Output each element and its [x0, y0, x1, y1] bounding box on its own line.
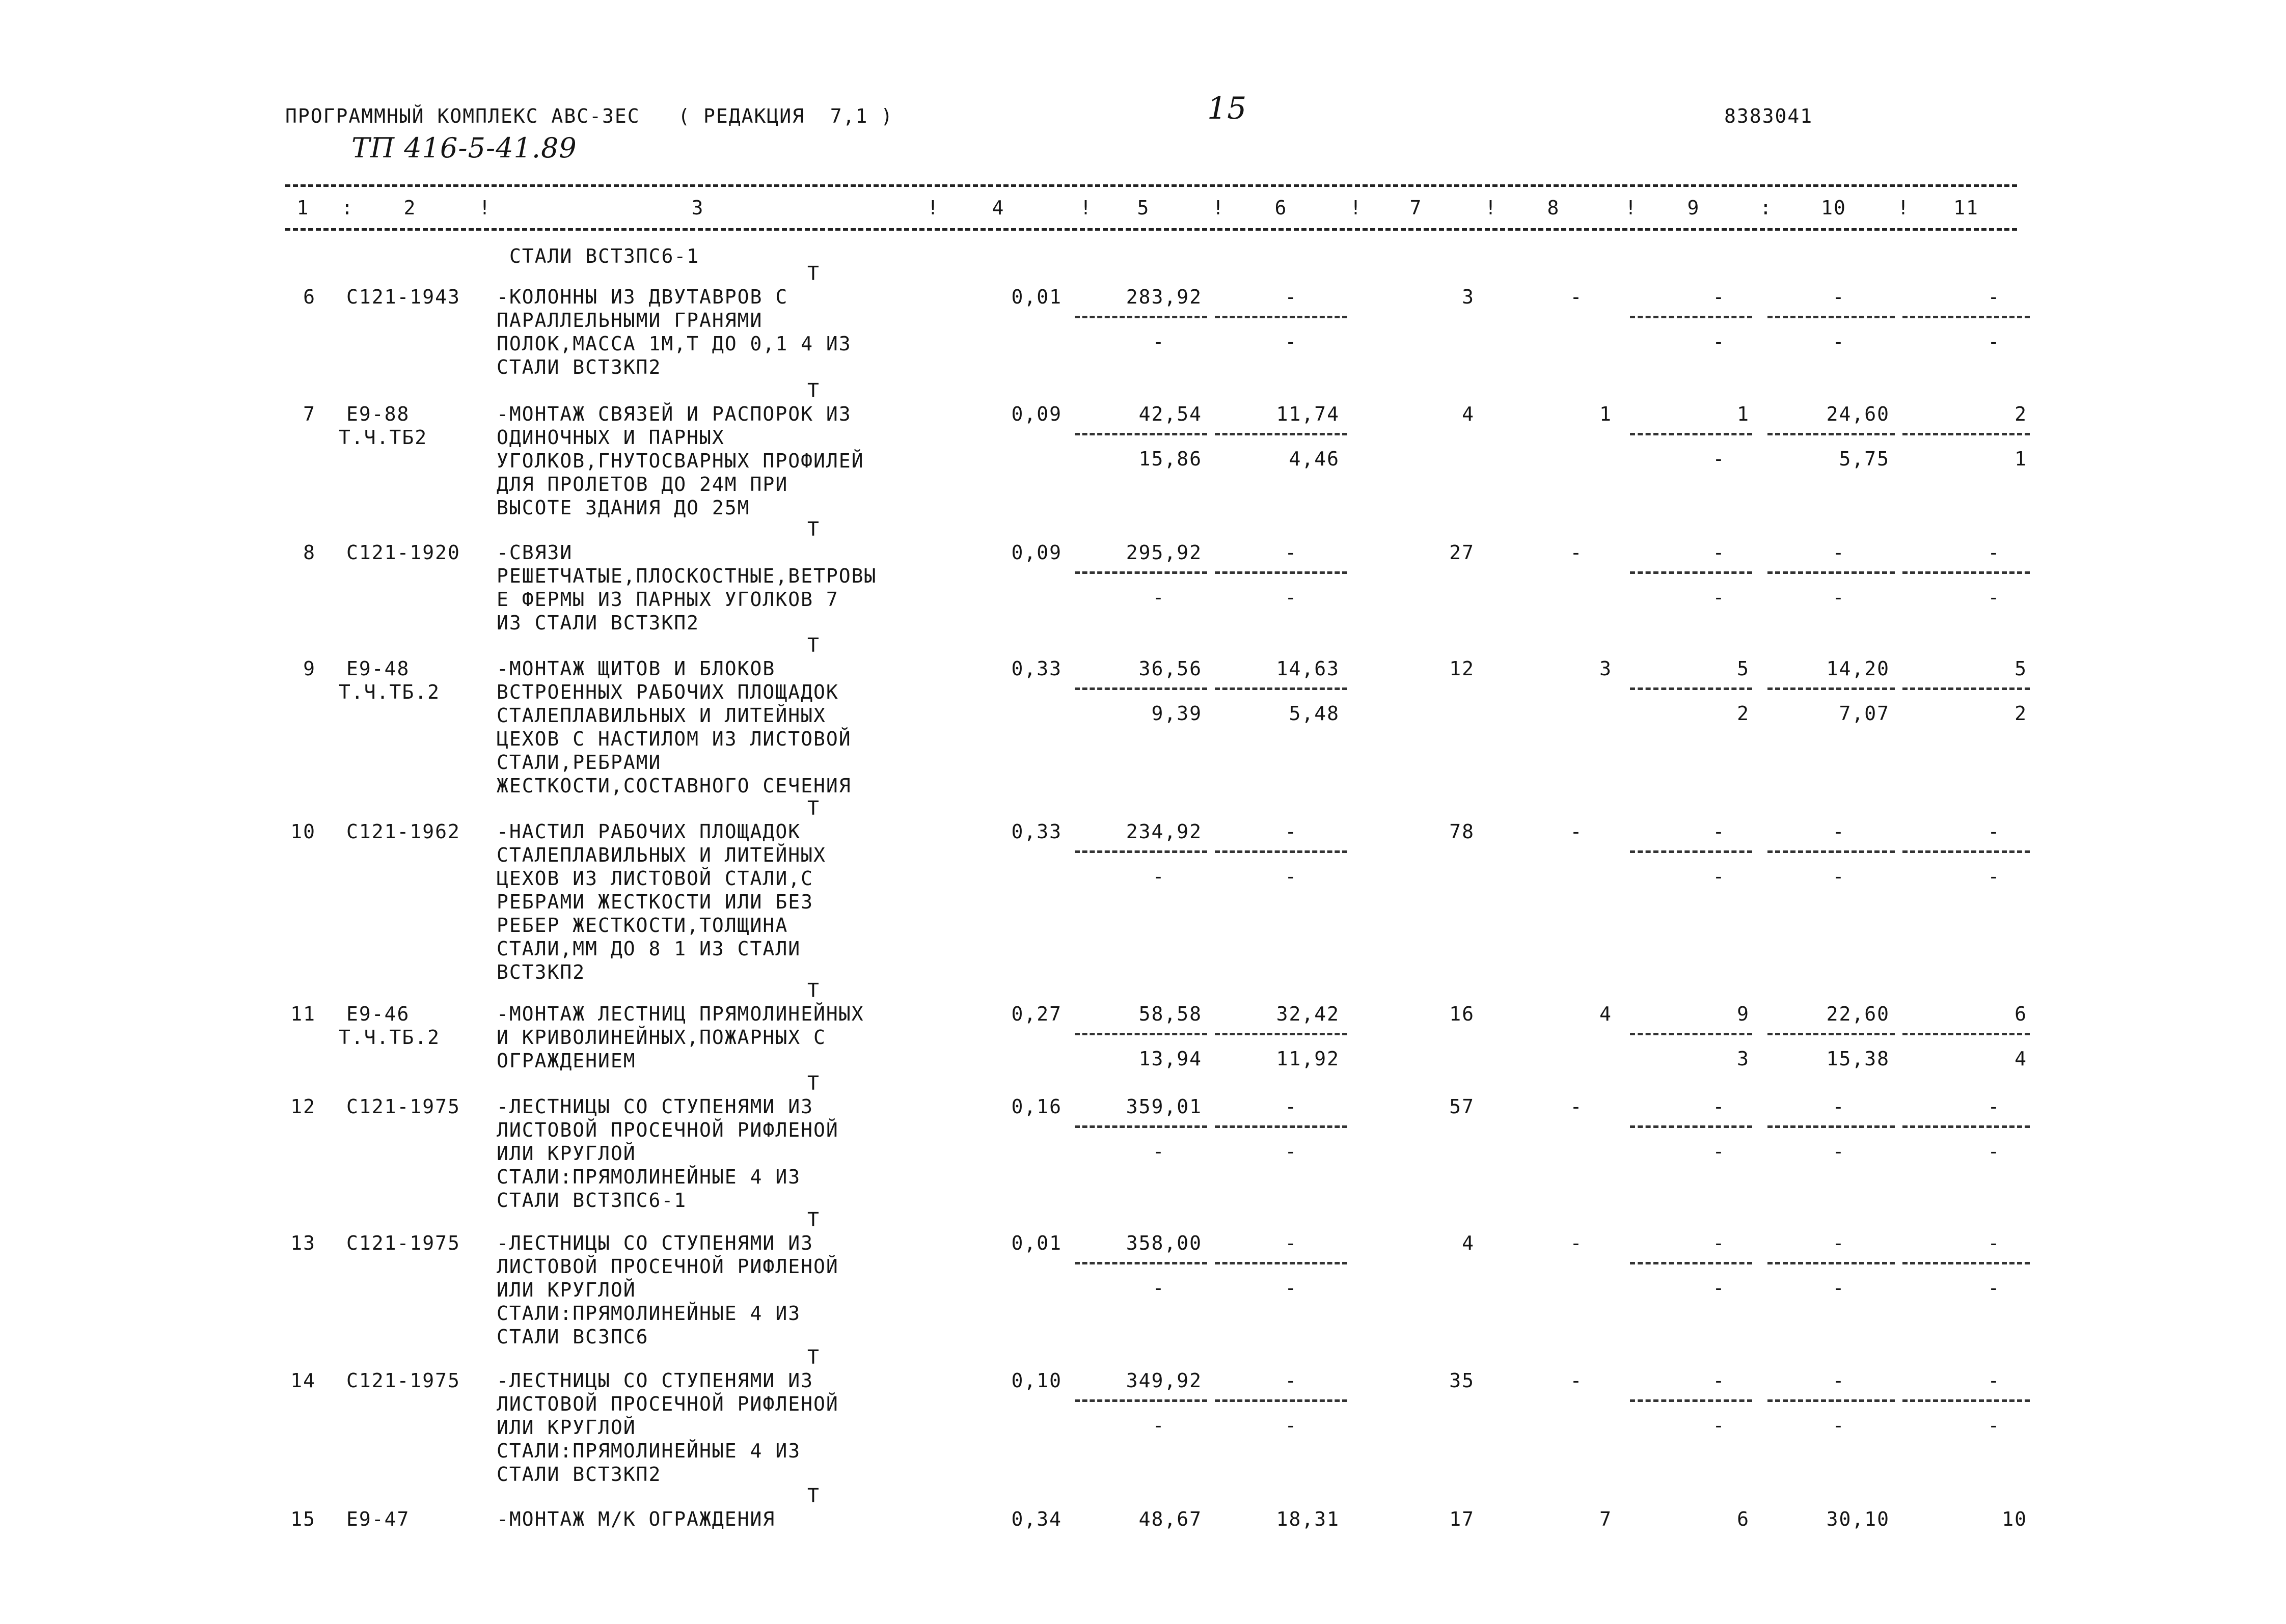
cell-col10: -	[1832, 286, 1845, 308]
cell-col4: 0,34	[1011, 1508, 1062, 1530]
row-description-line: ДЛЯ ПРОЛЕТОВ ДО 24М ПРИ	[497, 473, 788, 496]
row-description-line: ЖЕСТКОСТИ,СОСТАВНОГО СЕЧЕНИЯ	[497, 775, 852, 797]
cell-col8: -	[1570, 820, 1583, 843]
row-marker-t: Т	[807, 1208, 820, 1231]
row-description-line: УГОЛКОВ,ГНУТОСВАРНЫХ ПРОФИЛЕЙ	[497, 450, 864, 472]
cell-col6-dash: -	[1285, 1232, 1298, 1254]
column-header-2: 2	[403, 197, 417, 219]
cell-col6-lower: 11,92	[1276, 1048, 1340, 1070]
cell-col7: 3	[1462, 286, 1475, 308]
row-description-line: -СВЯЗИ	[497, 541, 573, 564]
row-description-line: СТАЛИ ВСТЗКП2	[497, 1463, 662, 1485]
cell-col9-lower: -	[1712, 586, 1726, 609]
cell-col5-lower: -	[1152, 1414, 1165, 1437]
row-number: 7	[303, 403, 316, 425]
row-description-line: Е ФЕРМЫ ИЗ ПАРНЫХ УГОЛКОВ 7	[497, 588, 839, 611]
row-number: 11	[290, 1003, 316, 1025]
program-header: ПРОГРАММНЫЙ КОМПЛЕКС АВС-ЗЕС ( РЕДАКЦИЯ 7,1 )	[285, 105, 894, 127]
cell-col10-lower: 7,07	[1839, 702, 1890, 725]
row-description-line: РЕШЕТЧАТЫЕ,ПЛОСКОСТНЫЕ,ВЕТРОВЫ	[497, 565, 877, 587]
column-header-9: 9	[1687, 197, 1700, 219]
cell-col9: -	[1712, 286, 1726, 308]
row-code: С121-1975	[346, 1369, 460, 1392]
cell-col7: 4	[1462, 1232, 1475, 1254]
fraction-line-col5	[1075, 687, 1207, 690]
cell-col6: 11,74	[1276, 403, 1340, 425]
row-description-line: -ЛЕСТНИЦЫ СО СТУПЕНЯМИ ИЗ	[497, 1232, 813, 1254]
cell-col11-lower: -	[1988, 1414, 2001, 1437]
cell-col8: -	[1570, 1232, 1583, 1254]
row-description-line: ЛИСТОВОЙ ПРОСЕЧНОЙ РИФЛЕНОЙ	[497, 1255, 839, 1278]
cell-col11: 10	[2002, 1508, 2027, 1530]
cell-col9-lower: -	[1712, 331, 1726, 353]
row-description-line: СТАЛИ ВСТЗПС6-1	[497, 1189, 687, 1212]
fraction-line-col11	[1902, 316, 2030, 318]
row-number: 8	[303, 541, 316, 564]
column-separator: !	[1485, 197, 1498, 219]
row-marker-t: Т	[807, 979, 820, 1002]
cell-col10: 24,60	[1826, 403, 1890, 425]
row-description-line: СТАЛИ:ПРЯМОЛИНЕЙНЫЕ 4 ИЗ	[497, 1302, 801, 1325]
cell-col5-lower: -	[1152, 865, 1165, 888]
fraction-line-col9	[1630, 1262, 1752, 1264]
cell-col7: 17	[1449, 1508, 1475, 1530]
fraction-line-col9	[1630, 1399, 1752, 1402]
row-description-line: ЦЕХОВ С НАСТИЛОМ ИЗ ЛИСТОВОЙ	[497, 728, 852, 750]
row-marker-t: Т	[807, 797, 820, 819]
cell-col9-lower: 3	[1737, 1048, 1750, 1070]
column-header-10: 10	[1821, 197, 1846, 219]
row-description-line: ВСТРОЕННЫХ РАБОЧИХ ПЛОЩАДОК	[497, 681, 839, 703]
row-description-line: СТАЛИ:ПРЯМОЛИНЕЙНЫЕ 4 ИЗ	[497, 1440, 801, 1462]
cell-col10-lower: 15,38	[1826, 1048, 1890, 1070]
row-description-line: ВЫСОТЕ ЗДАНИЯ ДО 25М	[497, 497, 750, 519]
cell-col10-lower: -	[1832, 1140, 1845, 1163]
fraction-line-col6	[1215, 1262, 1347, 1264]
fraction-line-col6	[1215, 316, 1347, 318]
cell-col8: -	[1570, 286, 1583, 308]
cell-col8: -	[1570, 1369, 1583, 1392]
row-description-line: ИЛИ КРУГЛОЙ	[497, 1279, 636, 1301]
cell-col5: 283,92	[1126, 286, 1202, 308]
row-description-line: ОДИНОЧНЫХ И ПАРНЫХ	[497, 426, 725, 449]
cell-col11-lower: -	[1988, 331, 2001, 353]
cell-col6-lower: -	[1285, 1414, 1298, 1437]
row-marker-t: Т	[807, 518, 820, 540]
cell-col9: 6	[1737, 1508, 1750, 1530]
cell-col11-lower: -	[1988, 1277, 2001, 1299]
row-code: С121-1962	[346, 820, 460, 843]
fraction-line-col11	[1902, 687, 2030, 690]
cell-col4: 0,27	[1011, 1003, 1062, 1025]
cell-col7: 4	[1462, 403, 1475, 425]
cell-col6-dash: -	[1285, 1095, 1298, 1118]
row-description-line: СТАЛИ,РЕБРАМИ	[497, 751, 662, 774]
row-description-line: СТАЛИ ВСЗПС6	[497, 1326, 649, 1348]
column-header-3: 3	[691, 197, 704, 219]
row-code: С121-1920	[346, 541, 460, 564]
row-description-line: ПОЛОК,МАССА 1М,Т ДО 0,1 4 ИЗ	[497, 333, 852, 355]
column-header-7: 7	[1409, 197, 1423, 219]
row-description-line: ИЗ СТАЛИ ВСТЗКП2	[497, 612, 700, 634]
cell-col9: 9	[1737, 1003, 1750, 1025]
cell-col8: 3	[1599, 657, 1612, 680]
cell-col5-lower: 9,39	[1151, 702, 1202, 725]
cell-col6-lower: -	[1285, 1140, 1298, 1163]
column-header-4: 4	[992, 197, 1005, 219]
fraction-line-col11	[1902, 1262, 2030, 1264]
cell-col9: 5	[1737, 657, 1750, 680]
fraction-line-col11	[1902, 1033, 2030, 1035]
cell-col5-lower: -	[1152, 1277, 1165, 1299]
cell-col11-lower: 2	[2015, 702, 2027, 725]
cell-col6-lower: 4,46	[1289, 448, 1340, 470]
cell-col6-lower: -	[1285, 865, 1298, 888]
cell-col11-lower: -	[1988, 586, 2001, 609]
cell-col6: 32,42	[1276, 1003, 1340, 1025]
cell-col9: -	[1712, 820, 1726, 843]
cell-col10-lower: -	[1832, 1414, 1845, 1437]
cell-col11: -	[1988, 820, 2001, 843]
cell-col6-dash: -	[1285, 541, 1298, 564]
cell-col10-lower: -	[1832, 865, 1845, 888]
cell-col11-lower: 1	[2015, 448, 2027, 470]
row-description-line: СТАЛИ:ПРЯМОЛИНЕЙНЫЕ 4 ИЗ	[497, 1166, 801, 1188]
cell-col4: 0,33	[1011, 820, 1062, 843]
cell-col11: -	[1988, 286, 2001, 308]
cell-col5: 58,58	[1138, 1003, 1202, 1025]
cell-col11-lower: -	[1988, 1140, 2001, 1163]
cell-col5: 234,92	[1126, 820, 1202, 843]
cell-col5-lower: -	[1152, 331, 1165, 353]
column-separator: !	[1350, 197, 1363, 219]
row-marker-t: Т	[807, 1484, 820, 1507]
column-separator: !	[479, 197, 492, 219]
column-header-8: 8	[1547, 197, 1560, 219]
fraction-line-col6	[1215, 687, 1347, 690]
cell-col5-lower: 13,94	[1138, 1048, 1202, 1070]
cell-col5-lower: -	[1152, 586, 1165, 609]
row-description-line: -МОНТАЖ М/К ОГРАЖДЕНИЯ	[497, 1508, 776, 1530]
fraction-line-col6	[1215, 850, 1347, 853]
cell-col5: 359,01	[1126, 1095, 1202, 1118]
cell-col5-lower: -	[1152, 1140, 1165, 1163]
header-rule-bottom	[285, 228, 2017, 231]
row-description-line: РЕБРАМИ ЖЕСТКОСТИ ИЛИ БЕЗ	[497, 891, 813, 913]
cell-col11-lower: -	[1988, 865, 2001, 888]
cell-col10: -	[1832, 1369, 1845, 1392]
fraction-line-col11	[1902, 850, 2030, 853]
cell-col5-lower: 15,86	[1138, 448, 1202, 470]
cell-col10-lower: -	[1832, 331, 1845, 353]
row-number: 13	[290, 1232, 316, 1254]
cell-col9-lower: -	[1712, 448, 1726, 470]
fraction-line-col11	[1902, 1125, 2030, 1128]
cell-col4: 0,09	[1011, 541, 1062, 564]
cell-col9-lower: -	[1712, 1277, 1726, 1299]
cell-col6: 18,31	[1276, 1508, 1340, 1530]
row-description-line: ЛИСТОВОЙ ПРОСЕЧНОЙ РИФЛЕНОЙ	[497, 1119, 839, 1141]
cell-col9-lower: 2	[1737, 702, 1750, 725]
row-code: Е9-48	[346, 657, 410, 680]
row-description-line: И КРИВОЛИНЕЙНЫХ,ПОЖАРНЫХ С	[497, 1026, 826, 1049]
fraction-line-col5	[1075, 1033, 1207, 1035]
row-description-line: -ЛЕСТНИЦЫ СО СТУПЕНЯМИ ИЗ	[497, 1095, 813, 1118]
fraction-line-col6	[1215, 1399, 1347, 1402]
cell-col4: 0,01	[1011, 286, 1062, 308]
column-separator: !	[1897, 197, 1910, 219]
fraction-line-col6	[1215, 1033, 1347, 1035]
fraction-line-col10	[1767, 1399, 1895, 1402]
row-description-line: СТАЛЕПЛАВИЛЬНЫХ И ЛИТЕЙНЫХ	[497, 704, 826, 727]
row-number: 12	[290, 1095, 316, 1118]
column-separator: !	[927, 197, 940, 219]
row-code: С121-1975	[346, 1232, 460, 1254]
cell-col6-lower: -	[1285, 331, 1298, 353]
cell-col4: 0,01	[1011, 1232, 1062, 1254]
column-separator: :	[1760, 197, 1773, 219]
fraction-line-col10	[1767, 571, 1895, 574]
row-code: С121-1943	[346, 286, 460, 308]
fraction-line-col5	[1075, 1125, 1207, 1128]
fraction-line-col10	[1767, 1033, 1895, 1035]
cell-col6-lower: -	[1285, 586, 1298, 609]
column-separator: !	[1625, 197, 1638, 219]
row-marker-t: Т	[807, 262, 820, 285]
fraction-line-col9	[1630, 571, 1752, 574]
cell-col11: 6	[2015, 1003, 2027, 1025]
cell-col5: 36,56	[1138, 657, 1202, 680]
column-header-5: 5	[1137, 197, 1150, 219]
row-code: Т.Ч.ТБ.2	[339, 681, 441, 703]
fraction-line-col5	[1075, 850, 1207, 853]
cell-col5: 295,92	[1126, 541, 1202, 564]
document-code: 8383041	[1724, 105, 1813, 127]
cell-col10: -	[1832, 1095, 1845, 1118]
row-marker-t: Т	[807, 634, 820, 656]
cell-col11: 2	[2015, 403, 2027, 425]
cell-col8: -	[1570, 541, 1583, 564]
row-marker-t: Т	[807, 1072, 820, 1094]
row-description-line: ЦЕХОВ ИЗ ЛИСТОВОЙ СТАЛИ,С	[497, 867, 813, 890]
cell-col10: 22,60	[1826, 1003, 1890, 1025]
cell-col10: -	[1832, 541, 1845, 564]
row-description-line: -НАСТИЛ РАБОЧИХ ПЛОЩАДОК	[497, 820, 801, 843]
column-separator: !	[1212, 197, 1225, 219]
fraction-line-col10	[1767, 316, 1895, 318]
cell-col4: 0,10	[1011, 1369, 1062, 1392]
fraction-line-col10	[1767, 1125, 1895, 1128]
fraction-line-col9	[1630, 1125, 1752, 1128]
cell-col11: -	[1988, 1369, 2001, 1392]
cell-col6-lower: 5,48	[1289, 702, 1340, 725]
cell-col10-lower: -	[1832, 586, 1845, 609]
row-description-line: -КОЛОННЫ ИЗ ДВУТАВРОВ С	[497, 286, 788, 308]
cell-col9: -	[1712, 1232, 1726, 1254]
row-number: 15	[290, 1508, 316, 1530]
cell-col6-dash: -	[1285, 1369, 1298, 1392]
cell-col9: -	[1712, 541, 1726, 564]
cell-col8: 4	[1599, 1003, 1612, 1025]
fraction-line-col10	[1767, 850, 1895, 853]
row-description-line: -МОНТАЖ ЛЕСТНИЦ ПРЯМОЛИНЕЙНЫХ	[497, 1003, 864, 1025]
fraction-line-col5	[1075, 1262, 1207, 1264]
fraction-line-col6	[1215, 433, 1347, 435]
cell-col9-lower: -	[1712, 1140, 1726, 1163]
row-description-line: -МОНТАЖ ЩИТОВ И БЛОКОВ	[497, 657, 776, 680]
cell-col6-dash: -	[1285, 286, 1298, 308]
row-description-line: -ЛЕСТНИЦЫ СО СТУПЕНЯМИ ИЗ	[497, 1369, 813, 1392]
column-header-1: 1	[296, 197, 310, 219]
row-code: Е9-46	[346, 1003, 410, 1025]
handwritten-project-code: ТП 416-5-41.89	[351, 132, 577, 164]
row-number: 14	[290, 1369, 316, 1392]
cell-col9: -	[1712, 1095, 1726, 1118]
row-description-line: ИЛИ КРУГЛОЙ	[497, 1142, 636, 1165]
cell-col11: -	[1988, 541, 2001, 564]
row-number: 6	[303, 286, 316, 308]
cell-col6-lower: -	[1285, 1277, 1298, 1299]
fraction-line-col9	[1630, 687, 1752, 690]
cell-col9-lower: -	[1712, 865, 1726, 888]
fraction-line-col11	[1902, 571, 2030, 574]
cell-col11: -	[1988, 1095, 2001, 1118]
fraction-line-col5	[1075, 316, 1207, 318]
fraction-line-col6	[1215, 571, 1347, 574]
cell-col7: 78	[1449, 820, 1475, 843]
cell-col8: 1	[1599, 403, 1612, 425]
row-code: С121-1975	[346, 1095, 460, 1118]
row-number: 9	[303, 657, 316, 680]
row-description-line: ИЛИ КРУГЛОЙ	[497, 1416, 636, 1439]
cell-col5: 358,00	[1126, 1232, 1202, 1254]
cell-col11: 5	[2015, 657, 2027, 680]
column-separator: !	[1080, 197, 1093, 219]
cell-col7: 12	[1449, 657, 1475, 680]
fraction-line-col6	[1215, 1125, 1347, 1128]
cell-col8: 7	[1599, 1508, 1612, 1530]
row-description-line: РЕБЕР ЖЕСТКОСТИ,ТОЛЩИНА	[497, 914, 788, 937]
header-rule-top	[285, 184, 2017, 187]
cell-col4: 0,33	[1011, 657, 1062, 680]
cell-col11: -	[1988, 1232, 2001, 1254]
fraction-line-col10	[1767, 433, 1895, 435]
cell-col10-lower: 5,75	[1839, 448, 1890, 470]
cell-col5: 48,67	[1138, 1508, 1202, 1530]
cell-col6: 14,63	[1276, 657, 1340, 680]
cell-col10: -	[1832, 820, 1845, 843]
row-code: Е9-88	[346, 403, 410, 425]
row-description-line: ПАРАЛЛЕЛЬНЫМИ ГРАНЯМИ	[497, 309, 763, 332]
fraction-line-col5	[1075, 1399, 1207, 1402]
cell-col9-lower: -	[1712, 1414, 1726, 1437]
row-description-line: СТАЛЕПЛАВИЛЬНЫХ И ЛИТЕЙНЫХ	[497, 844, 826, 866]
fraction-line-col9	[1630, 1033, 1752, 1035]
row-number: 10	[290, 820, 316, 843]
row-code: Е9-47	[346, 1508, 410, 1530]
cell-col10-lower: -	[1832, 1277, 1845, 1299]
cell-col7: 57	[1449, 1095, 1475, 1118]
cell-col10: -	[1832, 1232, 1845, 1254]
fraction-line-col9	[1630, 850, 1752, 853]
cell-col10: 30,10	[1826, 1508, 1890, 1530]
row-description-line: ВСТЗКП2	[497, 961, 586, 983]
cell-col11-lower: 4	[2015, 1048, 2027, 1070]
cell-col4: 0,16	[1011, 1095, 1062, 1118]
row-description-line: ЛИСТОВОЙ ПРОСЕЧНОЙ РИФЛЕНОЙ	[497, 1393, 839, 1415]
column-header-11: 11	[1953, 197, 1979, 219]
row-marker-t: Т	[807, 379, 820, 402]
column-header-6: 6	[1274, 197, 1288, 219]
row-description-line: СТАЛИ,ММ ДО 8 1 ИЗ СТАЛИ	[497, 938, 801, 960]
row-description-line: ОГРАЖДЕНИЕМ	[497, 1050, 636, 1072]
cell-col4: 0,09	[1011, 403, 1062, 425]
cell-col5: 349,92	[1126, 1369, 1202, 1392]
cell-col7: 35	[1449, 1369, 1475, 1392]
cell-col8: -	[1570, 1095, 1583, 1118]
fraction-line-col5	[1075, 433, 1207, 435]
cell-col5: 42,54	[1138, 403, 1202, 425]
carryover-text: СТАЛИ ВСТЗПС6-1	[509, 245, 700, 267]
fraction-line-col9	[1630, 433, 1752, 435]
fraction-line-col9	[1630, 316, 1752, 318]
fraction-line-col10	[1767, 687, 1895, 690]
fraction-line-col11	[1902, 1399, 2030, 1402]
cell-col7: 27	[1449, 541, 1475, 564]
fraction-line-col10	[1767, 1262, 1895, 1264]
row-description-line: СТАЛИ ВСТ3КП2	[497, 356, 662, 378]
row-marker-t: Т	[807, 1346, 820, 1368]
cell-col10: 14,20	[1826, 657, 1890, 680]
row-code: Т.Ч.ТБ2	[339, 426, 428, 449]
page-number: 15	[1207, 91, 1247, 126]
fraction-line-col11	[1902, 433, 2030, 435]
cell-col9: -	[1712, 1369, 1726, 1392]
row-description-line: -МОНТАЖ СВЯЗЕЙ И РАСПОРОК ИЗ	[497, 403, 852, 425]
cell-col9: 1	[1737, 403, 1750, 425]
cell-col6-dash: -	[1285, 820, 1298, 843]
fraction-line-col5	[1075, 571, 1207, 574]
row-code: Т.Ч.ТБ.2	[339, 1026, 441, 1049]
cell-col7: 16	[1449, 1003, 1475, 1025]
column-separator: :	[341, 197, 354, 219]
